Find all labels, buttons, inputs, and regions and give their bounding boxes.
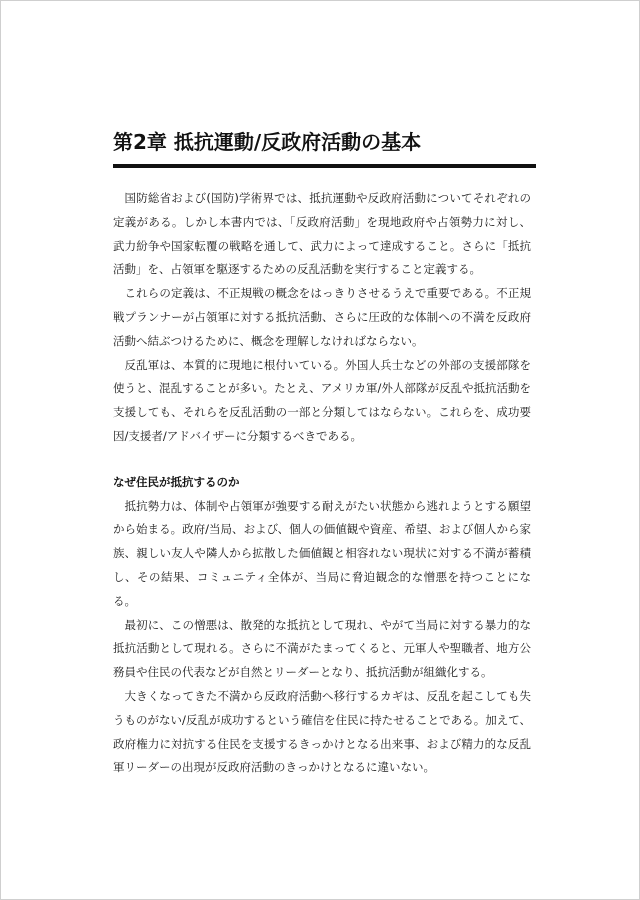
title-underline-rule: [113, 164, 536, 168]
intro-paragraph: これらの定義は、不正規戦の概念をはっきりさせるうえで重要である。不正規戦プランナーが占領軍に対する抵抗活動、さらに圧政的な体制への不満を反政府活動へ結ぶつけるために、概念を理解しなければならない。: [113, 286, 531, 348]
section-paragraph: 大きくなってきた不満から反政府活動へ移行するカギは、反乱を起こしても失うものがない/反乱が成功するという確信を住民に持たせることである。加えて、政府権力に対抗する住民を支援するきっかけとなる出来事、および精力的な反乱軍リーダーの出現が反政府活動のきっかけとなるに違いない。: [113, 688, 531, 775]
section-paragraph: 抵抗勢力は、体制や占領軍が強要する耐えがたい状態から逃れようとする願望から始まる。政府/当局、および、個人の価値観や資産、希望、および個人から家族、親しい友人や隣人から拡散した価値観と相容れない現状に対する不満が蓄積し、その結果、コミュニティ全体が、当局に脅迫観念的な憎悪を持つことになる。: [113, 498, 531, 608]
intro-paragraph: 国防総省および(国防)学術界では、抵抗運動や反政府活動についてそれぞれの定義がある。しかし本書内では、「反政府活動」を現地政府や占領勢力に対し、武力紛争や国家転覆の戦略を通して、武力によって達成すること。さらに「抵抗活動」を、占領軍を駆逐するための反乱活動を実行すること定義する。: [113, 191, 531, 277]
section-paragraph: 最初に、この憎悪は、散発的な抵抗として現れ、やがて当局に対する暴力的な抵抗活動として現れる。さらに不満がたまってくると、元軍人や聖職者、地方公務員や住民の代表などが自然とリーダーとなり、抵抗活動が組織化する。: [113, 617, 531, 680]
section-heading: なぜ住民が抵抗するのか: [113, 474, 240, 489]
intro-paragraph: 反乱軍は、本質的に現地に根付いている。外国人兵士などの外部の支援部隊を使うと、混乱することが多い。たとえ、アメリカ軍/外人部隊が反乱や抵抗活動を支援しても、それらを反乱活動の一部と分類してはならない。これらを、成功要因/支援者/アドバイザーに分類するべきである。: [113, 357, 531, 443]
body-text: [113, 187, 531, 780]
chapter-title: 第2章 抵抗運動/反政府活動の基本: [113, 130, 422, 154]
